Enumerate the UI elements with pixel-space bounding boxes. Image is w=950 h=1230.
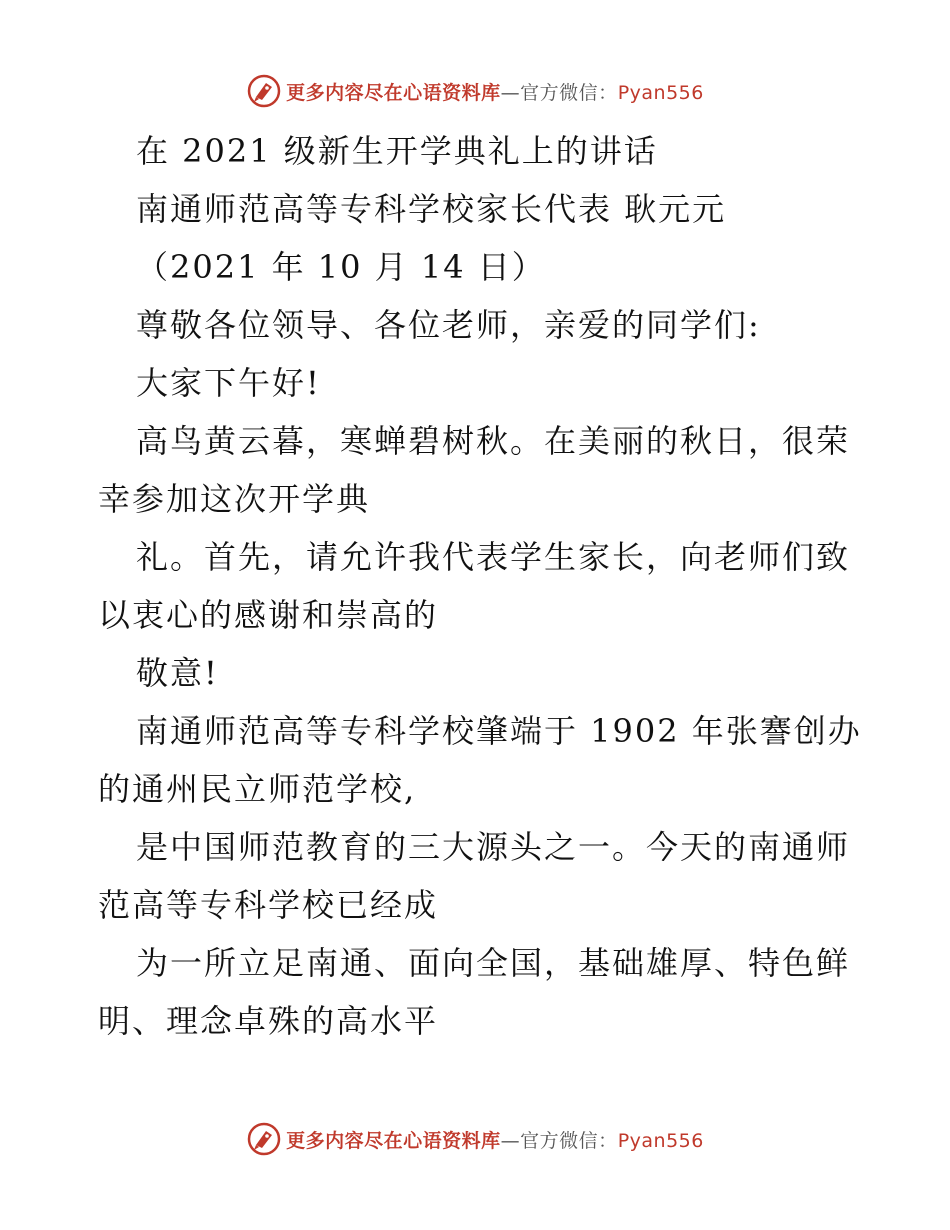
header-watermark [0, 69, 950, 113]
watermark-account: Pyan556 [617, 81, 704, 104]
document-body [98, 122, 862, 1050]
watermark-label: 官方微信： [520, 81, 618, 104]
text-line: 高鸟黄云暮，寒蝉碧树秋。在美丽的秋日，很荣 [136, 422, 851, 460]
text-line: 在 2021 级新生开学典礼上的讲话 [136, 132, 658, 170]
text-line: 大家下午好! [136, 364, 321, 402]
text-line: （2021 年 10 月 14 日） [136, 248, 546, 286]
watermark-account: Pyan556 [617, 1129, 704, 1152]
text-line: 明、理念卓殊的高水平 [98, 1002, 439, 1040]
text-line: 为一所立足南通、面向全国，基础雄厚、特色鲜 [136, 944, 851, 982]
watermark-brand: 更多内容尽在心语资料库 [286, 1129, 501, 1152]
text-line: 范高等专科学校已经成 [98, 886, 439, 924]
text-line: 幸参加这次开学典 [98, 480, 371, 518]
pen-nib-circle-icon [246, 1121, 282, 1157]
watermark-separator: — [500, 81, 521, 104]
watermark-separator: — [500, 1129, 521, 1152]
text-line: 尊敬各位领导、各位老师，亲爱的同学们: [136, 306, 761, 344]
text-line: 南通师范高等专科学校家长代表 耿元元 [136, 190, 727, 228]
text-line: 礼。首先，请允许我代表学生家长，向老师们致 [136, 538, 851, 576]
pen-nib-circle-icon [246, 73, 282, 109]
text-line: 的通州民立师范学校, [98, 770, 417, 808]
text-line: 是中国师范教育的三大源头之一。今天的南通师 [136, 828, 851, 866]
text-line: 以衷心的感谢和崇高的 [98, 596, 439, 634]
footer-watermark [0, 1117, 950, 1161]
watermark-brand: 更多内容尽在心语资料库 [286, 81, 501, 104]
text-line: 南通师范高等专科学校肇端于 1902 年张謇创办 [136, 712, 862, 750]
watermark-label: 官方微信： [520, 1129, 618, 1152]
text-line: 敬意! [136, 654, 219, 692]
